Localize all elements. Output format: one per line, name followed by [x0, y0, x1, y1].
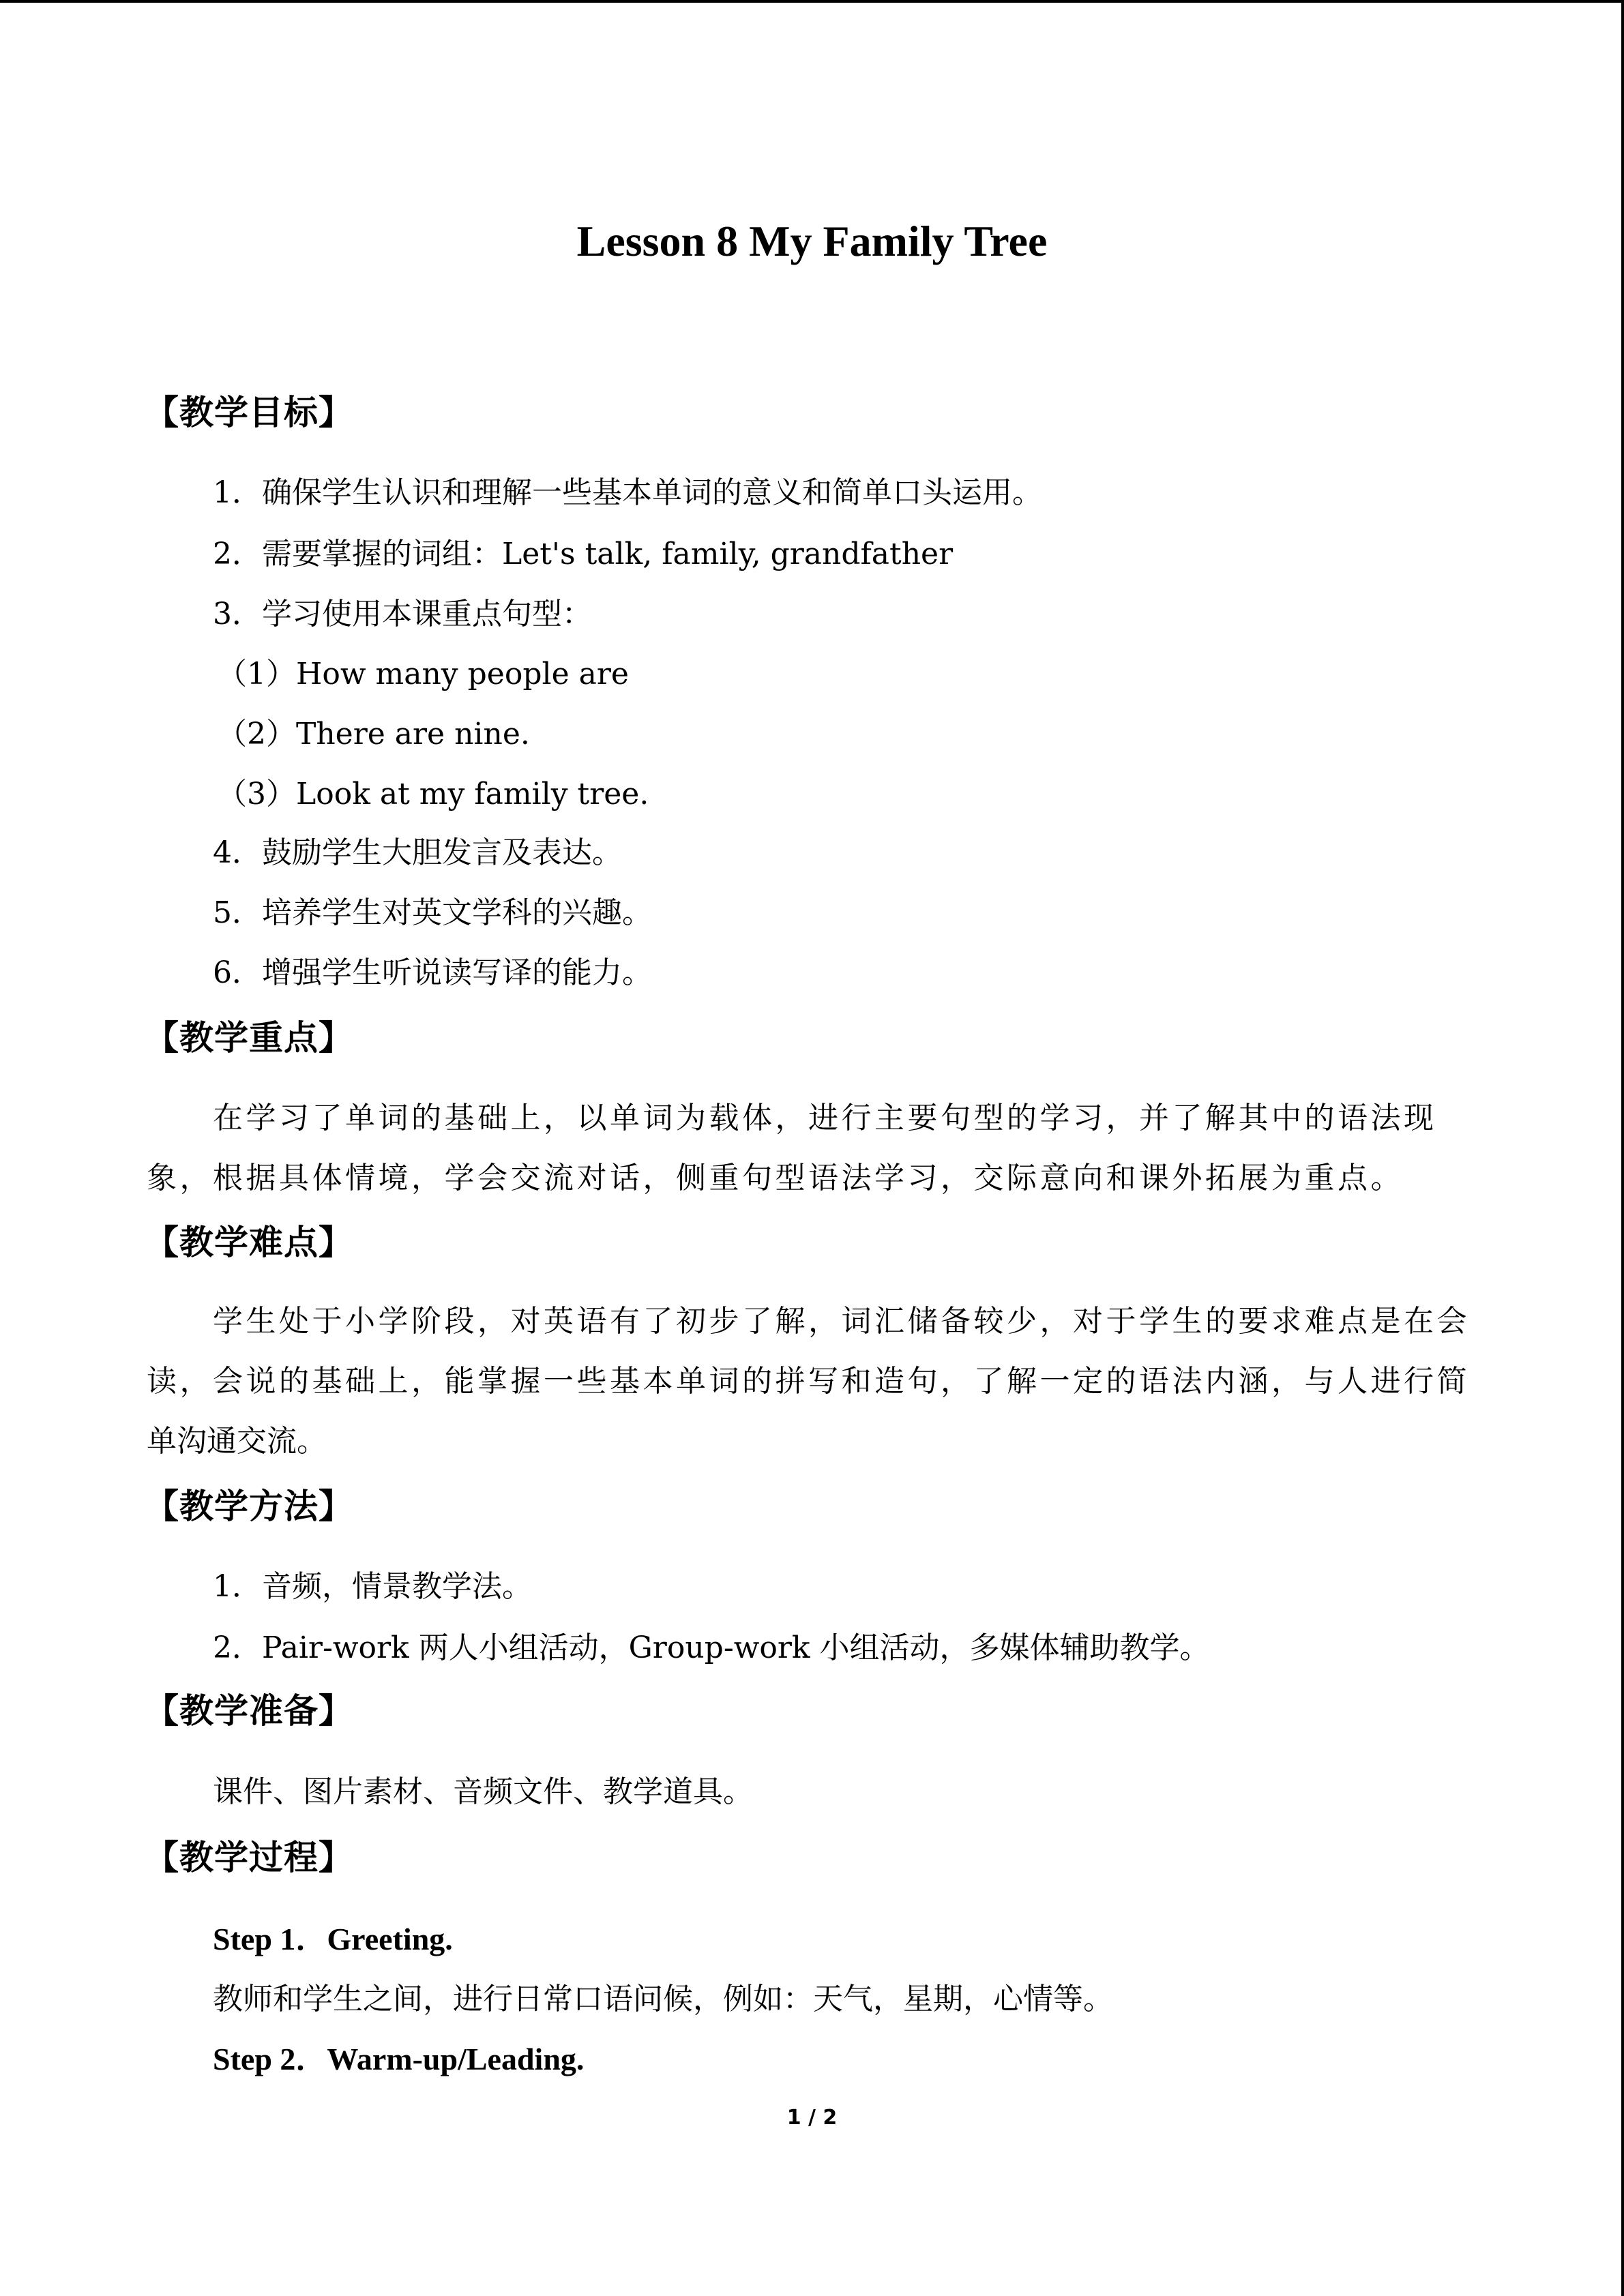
objective-item-4: 4．鼓励学生大胆发言及表达。: [213, 835, 622, 870]
objective-item-3: 3．学习使用本课重点句型：: [213, 597, 592, 631]
step-1-title: Step 1．Greeting.: [213, 1922, 453, 1956]
objective-item-5: 5．培养学生对英文学科的兴趣。: [213, 895, 652, 930]
difficulties-line-3: 单沟通交流。: [147, 1424, 327, 1459]
section-heading-difficulties: 【教学难点】: [145, 1223, 353, 1262]
objective-item-2: 2．需要掌握的词组：Let's talk, family, grandfather: [213, 537, 954, 571]
key-points-line-1: 在学习了单词的基础上，以单词为载体，进行主要句型的学习，并了解其中的语法现: [213, 1101, 1437, 1135]
section-heading-preparation: 【教学准备】: [145, 1691, 353, 1731]
preparation-text: 课件、图片素材、音频文件、教学道具。: [213, 1774, 753, 1809]
key-points-line-2: 象，根据具体情境，学会交流对话，侧重句型语法学习，交际意向和课外拓展为重点。: [147, 1161, 1404, 1195]
section-heading-process: 【教学过程】: [145, 1838, 353, 1877]
step-2-title: Step 2．Warm-up/Leading.: [213, 2042, 585, 2076]
difficulties-line-2: 读，会说的基础上，能掌握一些基本单词的拼写和造句，了解一定的语法内涵，与人进行简: [147, 1364, 1470, 1399]
method-item-1: 1．音频，情景教学法。: [213, 1569, 532, 1604]
section-heading-objectives: 【教学目标】: [145, 393, 353, 432]
step-1-text: 教师和学生之间，进行日常口语问候，例如：天气，星期，心情等。: [213, 1982, 1113, 2016]
objective-item-6: 6．增强学生听说读写译的能力。: [213, 955, 652, 990]
difficulties-line-1: 学生处于小学阶段，对英语有了初步了解，词汇储备较少，对于学生的要求难点是在会: [213, 1304, 1470, 1339]
page-number: 1 / 2: [786, 2106, 838, 2130]
section-heading-key-points: 【教学重点】: [145, 1018, 353, 1058]
document-title: Lesson 8 My Family Tree: [576, 217, 1048, 265]
section-heading-methods: 【教学方法】: [145, 1487, 353, 1526]
sentence-pattern-3: （3）Look at my family tree.: [217, 777, 649, 811]
objective-item-1: 1．确保学生认识和理解一些基本单词的意义和简单口头运用。: [213, 475, 1042, 510]
method-item-2: 2．Pair-work 两人小组活动，Group-work 小组活动，多媒体辅助教学。: [213, 1630, 1210, 1665]
sentence-pattern-2: （2）There are nine.: [217, 717, 530, 751]
sentence-pattern-1: （1）How many people are: [217, 657, 629, 691]
